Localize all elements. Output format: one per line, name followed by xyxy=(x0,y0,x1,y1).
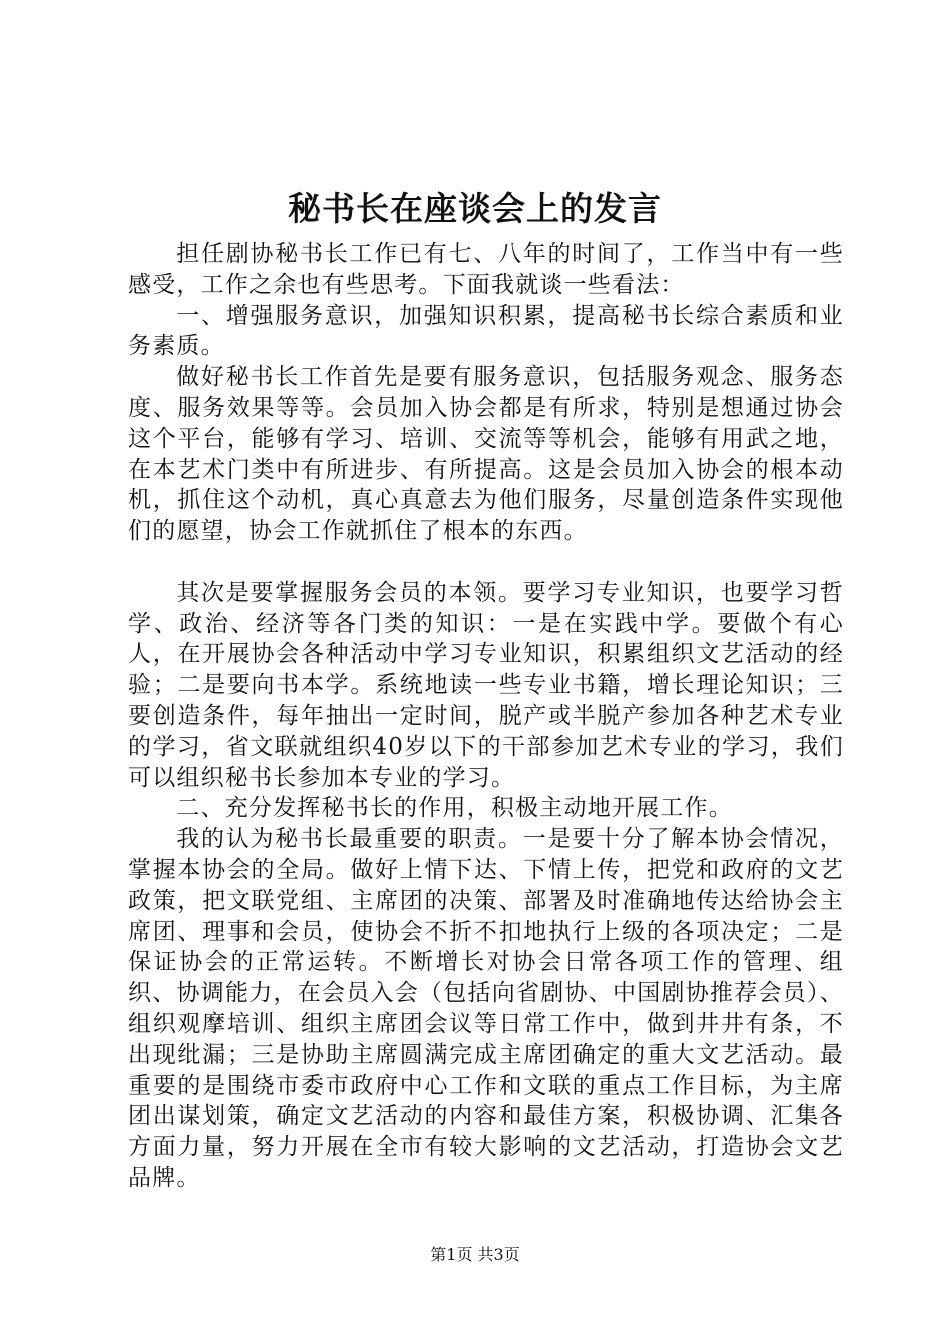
paragraph-heading-two: 二、充分发挥秘书长的作用，积极主动地开展工作。 xyxy=(176,795,733,822)
document-body xyxy=(128,239,844,1194)
paragraph-heading-one: 一、增强服务意识，加强知识积累，提高秘书长综合素质和业务素质。 xyxy=(128,302,844,360)
page-footer: 第1页 共3页 xyxy=(430,1245,520,1264)
document-title: 秘书长在座谈会上的发言 xyxy=(288,189,662,228)
paragraph-service-skills: 其次是要掌握服务会员的本领。要学习专业知识，也要学习哲学、政治、经济等各门类的知识：一是在实践中学。要做个有心人，在开展协会各种活动中学习专业知识，积累组织文艺活动的经验；二是要向书本学。系统地读一些专业书籍，增长理论知识；三要创造条件，每年抽出一定时间，脱产或半脱产参加各种艺术专业的学习，省文联就组织40岁以下的干部参加艺术专业的学习，我们可以组织秘书长参加本专业的学习。 xyxy=(128,579,844,791)
paragraph-service-awareness: 做好秘书长工作首先是要有服务意识，包括服务观念、服务态度、服务效果等等。会员加入协会都是有所求，特别是想通过协会这个平台，能够有学习、培训、交流等等机会，能够有用武之地，在本艺术门类中有所进步、有所提高。这是会员加入协会的根本动机，抓住这个动机，真心真意去为他们服务，尽量创造条件实现他们的愿望，协会工作就抓住了根本的东西。 xyxy=(128,364,844,545)
paragraph-intro: 担任剧协秘书长工作已有七、八年的时间了，工作当中有一些感受，工作之余也有些思考。下面我就谈一些看法： xyxy=(128,241,844,298)
paragraph-duties: 我的认为秘书长最重要的职责。一是要十分了解本协会情况，掌握本协会的全局。做好上情下达、下情上传，把党和政府的文艺政策，把文联党组、主席团的决策、部署及时准确地传达给协会主席团、理事和会员，使协会不折不扣地执行上级的各项决定；二是保证协会的正常运转。不断增长对协会日常各项工作的管理、组织、协调能力，在会员入会（包括向省剧协、中国剧协推荐会员）、组织观摩培训、组织主席团会议等日常工作中，做到井井有条，不出现纰漏；三是协助主席圆满完成主席团确定的重大文艺活动。最重要的是围绕市委市政府中心工作和文联的重点工作目标，为主席团出谋划策，确定文艺活动的内容和最佳方案，积极协调、汇集各方面力量，努力开展在全市有较大影响的文艺活动，打造协会文艺品牌。 xyxy=(128,826,844,1191)
